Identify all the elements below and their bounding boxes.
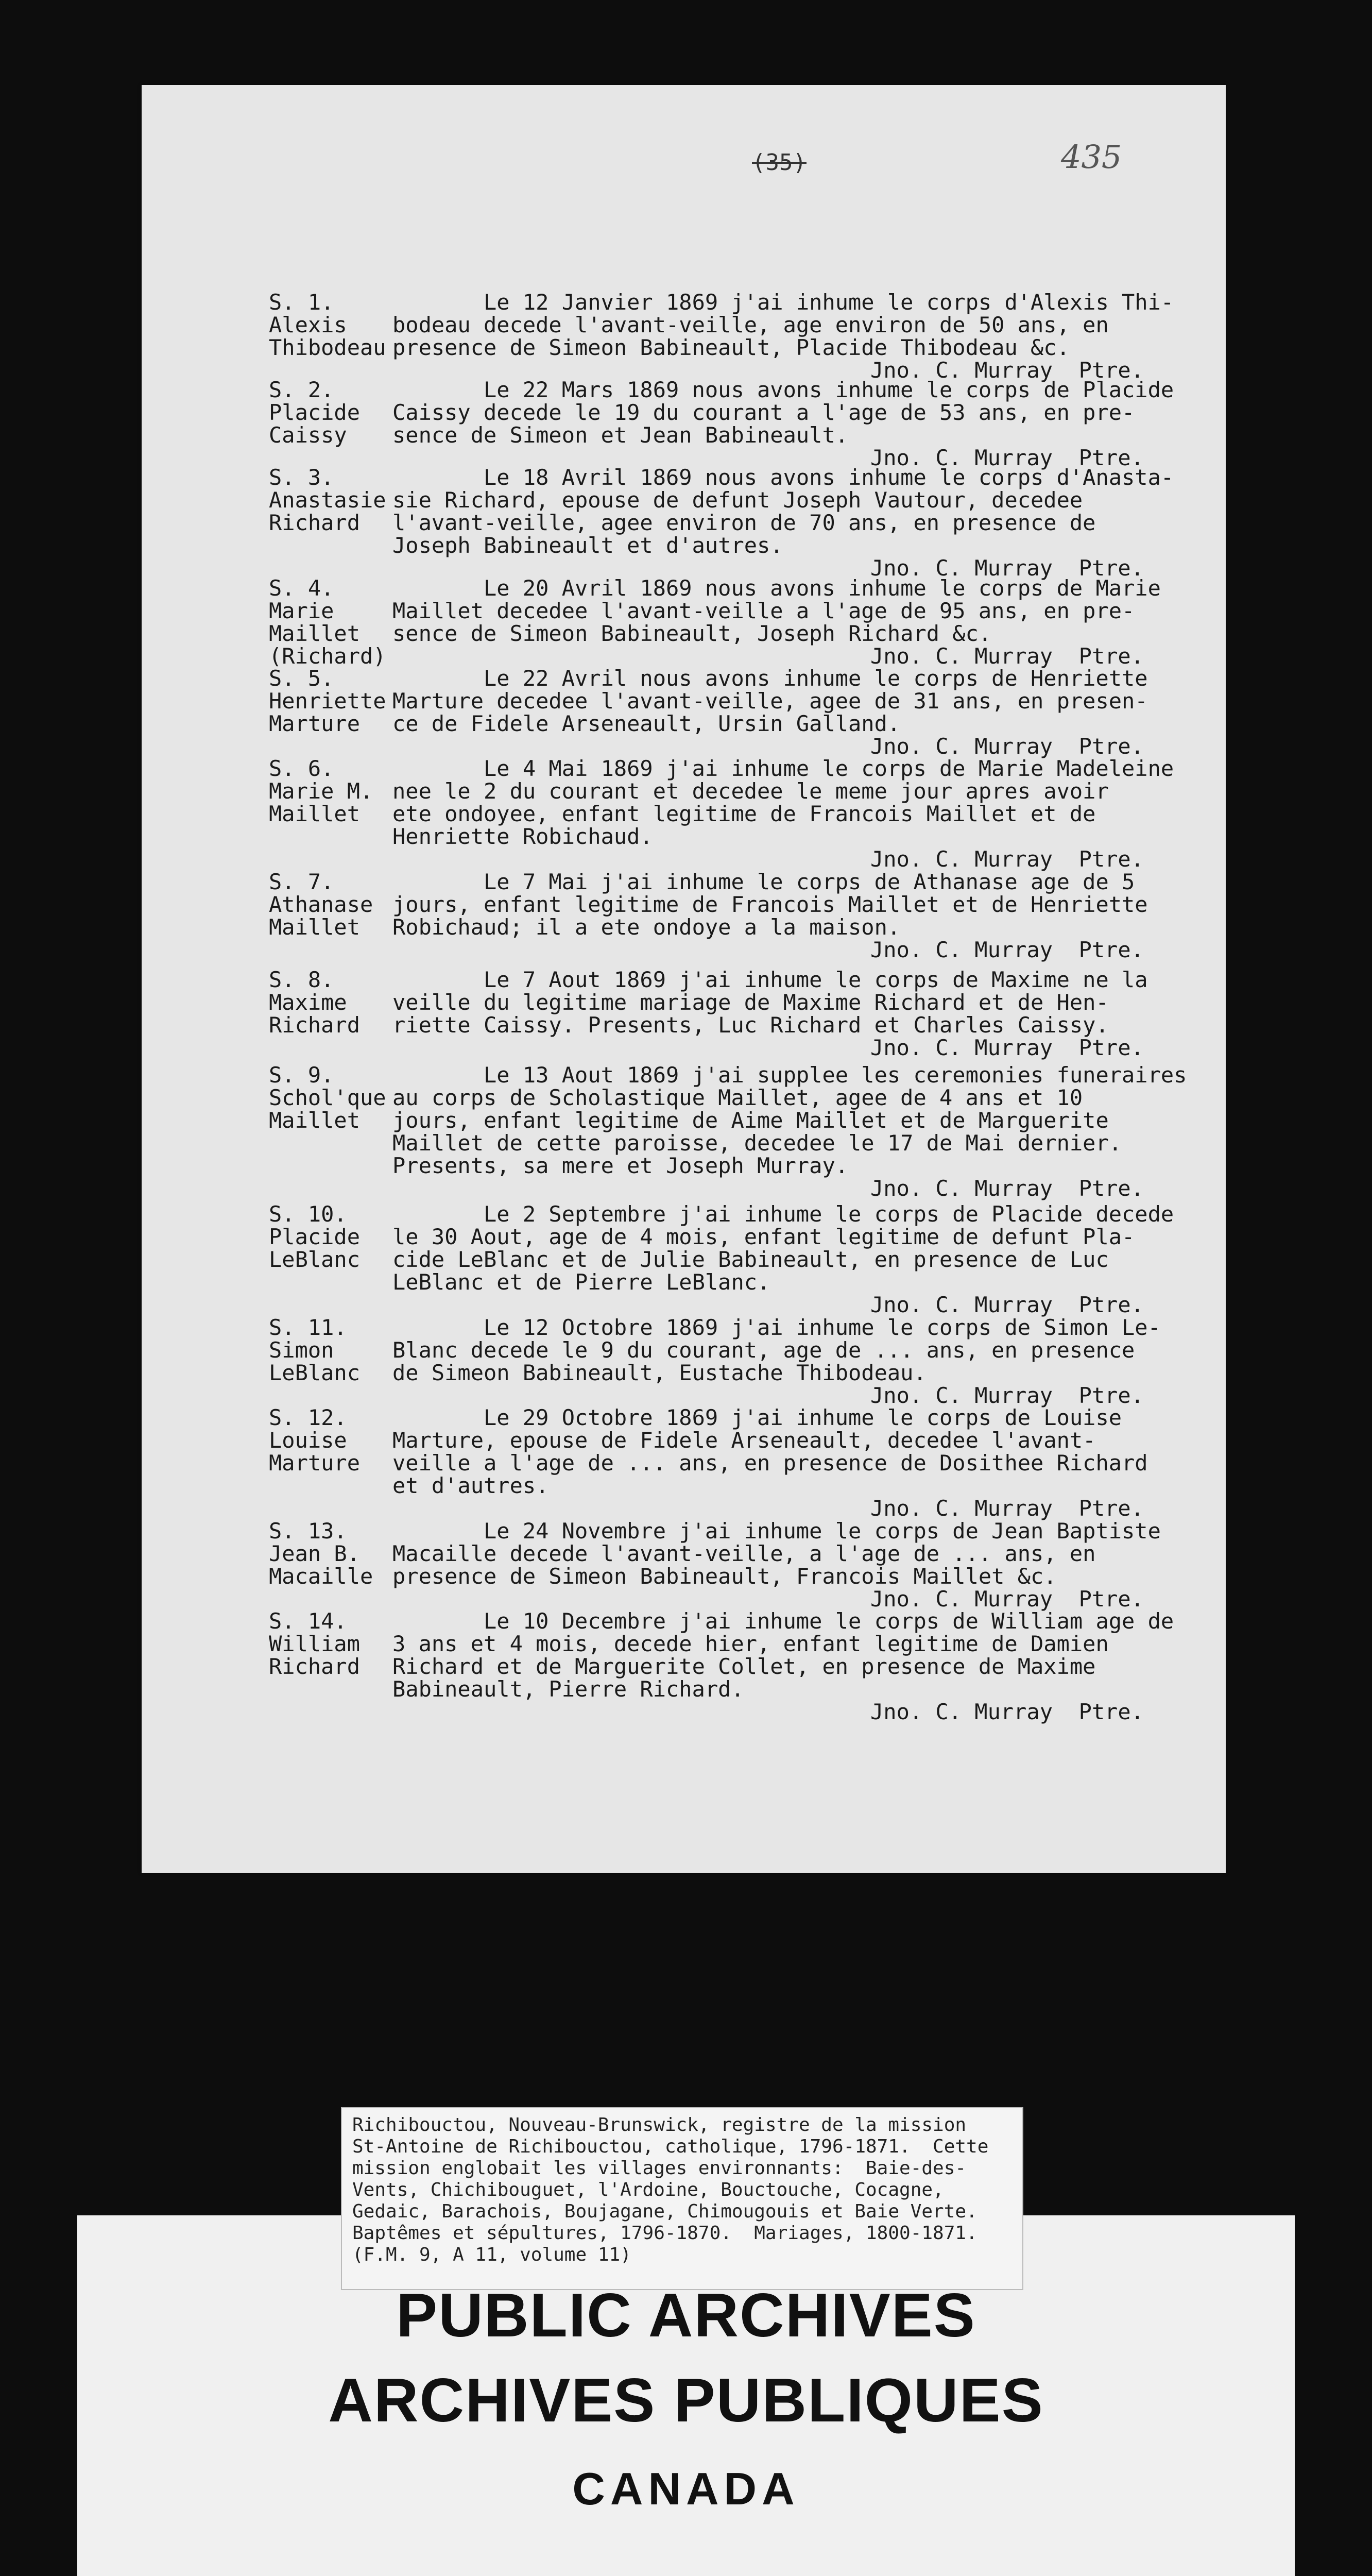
entry-text-line: Macaille decede l'avant-veille, a l'age de ... ans, en (392, 1541, 1096, 1566)
margin-line: S. 12. (269, 1405, 347, 1430)
entry-text-line: Babineault, Pierre Richard. (392, 1676, 744, 1702)
entry-text-line: jours, enfant legitime de Aime Maillet et de Marguerite (392, 1108, 1109, 1133)
margin-line: Alexis (269, 312, 347, 337)
entry-text-line: Maillet decedee l'avant-veille a l'age de 95 ans, en pre- (392, 598, 1135, 623)
margin-line: Marture (269, 711, 361, 736)
margin-line: Richard (269, 1012, 361, 1038)
entry-margin-note (269, 969, 392, 1037)
entry-margin-note (269, 1610, 392, 1678)
entry-text (392, 1520, 1237, 1588)
caption-line: (F.M. 9, A 11, volume 11) (352, 2244, 631, 2265)
margin-line: Placide (269, 1224, 361, 1249)
entry-text-line: Le 24 Novembre j'ai inhume le corps de Jean Baptiste (392, 1518, 1161, 1544)
margin-line: S. 14. (269, 1608, 347, 1634)
entry-text-line: presence de Simeon Babineault, Francois Maillet &c. (392, 1564, 1057, 1589)
entry-text-line: riette Caissy. Presents, Luc Richard et Charles Caissy. (392, 1012, 1109, 1038)
entry-margin-note (269, 757, 392, 825)
entry-margin-note (269, 577, 392, 668)
entry-text-line: Le 12 Octobre 1869 j'ai inhume le corps de Simon Le- (392, 1315, 1161, 1340)
entry-margin-note (269, 291, 392, 359)
entry-text (392, 667, 1237, 735)
caption-line: Baptêmes et sépultures, 1796-1870. Mariages, 1800-1871. (352, 2223, 977, 2244)
entry-text (392, 757, 1237, 848)
entry-text-line: Le 4 Mai 1869 j'ai inhume le corps de Marie Madeleine (392, 756, 1174, 781)
caption-line: Gedaic, Barachois, Boujagane, Chimougouis et Baie Verte. (352, 2201, 977, 2222)
margin-line: Richard (269, 1654, 361, 1679)
caption-line: mission englobait les villages environnants: Baie-des- (352, 2158, 967, 2179)
priest-signature: Jno. C. Murray Ptre. (870, 1176, 1144, 1201)
entry-margin-note (269, 1520, 392, 1588)
priest-signature: Jno. C. Murray Ptre. (870, 643, 1144, 669)
entry-text-line: ce de Fidele Arseneault, Ursin Galland. (392, 711, 901, 736)
margin-line: S. 1. (269, 290, 334, 315)
margin-line: Marie (269, 598, 334, 623)
priest-signature: Jno. C. Murray Ptre. (870, 1496, 1144, 1521)
entry-text-line: Henriette Robichaud. (392, 824, 653, 849)
margin-line: S. 11. (269, 1315, 347, 1340)
entry-text-line: veille du legitime mariage de Maxime Richard et de Hen- (392, 990, 1109, 1015)
entry-text-line: Le 22 Avril nous avons inhume le corps de Henriette (392, 666, 1148, 691)
margin-line: Athanase (269, 892, 373, 917)
entry-text-line: Le 12 Janvier 1869 j'ai inhume le corps d'Alexis Thi- (392, 290, 1174, 315)
margin-line: Placide (269, 400, 361, 425)
entry-text-line: Le 20 Avril 1869 nous avons inhume le corps de Marie (392, 575, 1161, 601)
entry-text-line: de Simeon Babineault, Eustache Thibodeau. (392, 1360, 927, 1385)
entry-text-line: Le 29 Octobre 1869 j'ai inhume le corps de Louise (392, 1405, 1122, 1430)
entry-margin-note (269, 466, 392, 534)
margin-line: Simon (269, 1337, 334, 1363)
entry-text-line: Richard et de Marguerite Collet, en presence de Maxime (392, 1654, 1096, 1679)
margin-line: Schol'que (269, 1085, 386, 1110)
entry-text-line: Joseph Babineault et d'autres. (392, 533, 783, 558)
caption-line: Vents, Chichibouguet, l'Ardoine, Bouctouche, Cocagne, (352, 2179, 944, 2200)
entry-margin-note (269, 1064, 392, 1132)
priest-signature: Jno. C. Murray Ptre. (870, 734, 1144, 759)
margin-line: S. 7. (269, 869, 334, 894)
entry-text-line: Le 13 Aout 1869 j'ai supplee les ceremonies funeraires (392, 1062, 1187, 1088)
caption-line: St-Antoine de Richibouctou, catholique, 1796-1871. Cette (352, 2136, 989, 2157)
entry-text-line: Le 18 Avril 1869 nous avons inhume le corps d'Anasta- (392, 465, 1174, 490)
margin-line: Thibodeau (269, 335, 386, 360)
entry-text-line: Le 22 Mars 1869 nous avons inhume le corps de Placide (392, 377, 1174, 402)
margin-line: S. 5. (269, 666, 334, 691)
entry-text-line: presence de Simeon Babineault, Placide Thibodeau &c. (392, 335, 1070, 360)
entry-text-line: au corps de Scholastique Maillet, agee de 4 ans et 10 (392, 1085, 1083, 1110)
margin-line: S. 13. (269, 1518, 347, 1544)
stamp-public-archives: PUBLIC ARCHIVES (396, 2281, 976, 2350)
entry-text (392, 1203, 1237, 1294)
margin-line: Macaille (269, 1564, 373, 1589)
priest-signature: Jno. C. Murray Ptre. (870, 1383, 1144, 1408)
entry-margin-note (269, 871, 392, 939)
margin-line: LeBlanc (269, 1247, 361, 1272)
margin-line: Marie M. (269, 778, 373, 804)
entry-text-line: nee le 2 du courant et decedee le meme jour apres avoir (392, 778, 1109, 804)
margin-line: Anastasie (269, 487, 386, 513)
margin-line: LeBlanc (269, 1360, 361, 1385)
margin-line: S. 10. (269, 1201, 347, 1227)
entry-text-line: Le 10 Decembre j'ai inhume le corps de William age de (392, 1608, 1174, 1634)
entry-text (392, 1316, 1237, 1384)
page-number: (35) (752, 149, 807, 176)
entry-text-line: Robichaud; il a ete ondoye a la maison. (392, 914, 901, 940)
priest-signature: Jno. C. Murray Ptre. (870, 1035, 1144, 1060)
entry-text (392, 379, 1237, 447)
margin-line: Jean B. (269, 1541, 361, 1566)
margin-line: Maxime (269, 990, 347, 1015)
entry-text-line: l'avant-veille, agee environ de 70 ans, en presence de (392, 510, 1096, 535)
entry-text-line: Marture decedee l'avant-veille, agee de 31 ans, en presen- (392, 688, 1148, 714)
margin-line: Richard (269, 510, 361, 535)
entry-margin-note (269, 667, 392, 735)
entry-text (392, 291, 1237, 359)
margin-line: S. 3. (269, 465, 334, 490)
entry-text (392, 1610, 1237, 1701)
margin-line: William (269, 1631, 361, 1656)
entry-text (392, 1406, 1237, 1497)
entry-margin-note (269, 1406, 392, 1475)
entry-margin-note (269, 1316, 392, 1384)
entry-text-line: Le 7 Aout 1869 j'ai inhume le corps de Maxime ne la (392, 967, 1148, 992)
margin-line: S. 6. (269, 756, 334, 781)
priest-signature: Jno. C. Murray Ptre. (870, 846, 1144, 872)
collection-caption (341, 2107, 1023, 2290)
priest-signature: Jno. C. Murray Ptre. (870, 358, 1144, 383)
margin-line: Maillet (269, 801, 361, 826)
margin-line: Caissy (269, 422, 347, 448)
entry-text (392, 577, 1237, 645)
margin-line: S. 8. (269, 967, 334, 992)
entry-text (392, 466, 1237, 557)
entry-text-line: Maillet de cette paroisse, decedee le 17 de Mai dernier. (392, 1130, 1122, 1156)
entry-text-line: Caissy decede le 19 du courant a l'age de 53 ans, en pre- (392, 400, 1135, 425)
stamp-archives-publiques: ARCHIVES PUBLIQUES (328, 2366, 1044, 2435)
entry-text-line: sence de Simeon Babineault, Joseph Richard &c. (392, 621, 992, 646)
margin-line: Louise (269, 1428, 347, 1453)
entry-text-line: 3 ans et 4 mois, decede hier, enfant legitime de Damien (392, 1631, 1109, 1656)
priest-signature: Jno. C. Murray Ptre. (870, 937, 1144, 962)
entry-text-line: jours, enfant legitime de Francois Maillet et de Henriette (392, 892, 1148, 917)
margin-line: Maillet (269, 914, 361, 940)
entry-text-line: Le 2 Septembre j'ai inhume le corps de Placide decede (392, 1201, 1174, 1227)
priest-signature: Jno. C. Murray Ptre. (870, 1292, 1144, 1317)
entry-text (392, 1064, 1237, 1177)
margin-line: Marture (269, 1450, 361, 1476)
entry-text-line: Presents, sa mere et Joseph Murray. (392, 1153, 849, 1178)
entry-text-line: sence de Simeon et Jean Babineault. (392, 422, 849, 448)
entry-text (392, 871, 1237, 939)
entry-text-line: ete ondoyee, enfant legitime de Francois Maillet et de (392, 801, 1096, 826)
priest-signature: Jno. C. Murray Ptre. (870, 1699, 1144, 1724)
priest-signature: Jno. C. Murray Ptre. (870, 445, 1144, 470)
priest-signature: Jno. C. Murray Ptre. (870, 555, 1144, 581)
entry-text-line: sie Richard, epouse de defunt Joseph Vautour, decedee (392, 487, 1083, 513)
entry-margin-note (269, 1203, 392, 1271)
entry-text-line: et d'autres. (392, 1473, 549, 1498)
entry-text-line: Blanc decede le 9 du courant, age de ... ans, en presence (392, 1337, 1135, 1363)
caption-line: Richibouctou, Nouveau-Brunswick, registre de la mission (352, 2114, 967, 2136)
entry-margin-note (269, 379, 392, 447)
margin-line: S. 9. (269, 1062, 334, 1088)
entry-text (392, 969, 1237, 1037)
margin-line: Henriette (269, 688, 386, 714)
margin-line: Maillet (269, 621, 361, 646)
margin-line: S. 2. (269, 377, 334, 402)
entry-text-line: bodeau decede l'avant-veille, age environ de 50 ans, en (392, 312, 1109, 337)
entry-text-line: le 30 Aout, age de 4 mois, enfant legitime de defunt Pla- (392, 1224, 1135, 1249)
margin-line: Maillet (269, 1108, 361, 1133)
stamp-canada: CANADA (572, 2463, 800, 2514)
entry-text-line: cide LeBlanc et de Julie Babineault, en presence de Luc (392, 1247, 1109, 1272)
entry-text-line: veille a l'age de ... ans, en presence de Dosithee Richard (392, 1450, 1148, 1476)
margin-line: (Richard) (269, 643, 386, 669)
entry-text-line: Marture, epouse de Fidele Arseneault, decedee l'avant- (392, 1428, 1096, 1453)
priest-signature: Jno. C. Murray Ptre. (870, 1586, 1144, 1612)
folio-number: 435 (1061, 138, 1122, 176)
entry-text-line: LeBlanc et de Pierre LeBlanc. (392, 1269, 770, 1295)
margin-line: S. 4. (269, 575, 334, 601)
entry-text-line: Le 7 Mai j'ai inhume le corps de Athanase age de 5 (392, 869, 1135, 894)
